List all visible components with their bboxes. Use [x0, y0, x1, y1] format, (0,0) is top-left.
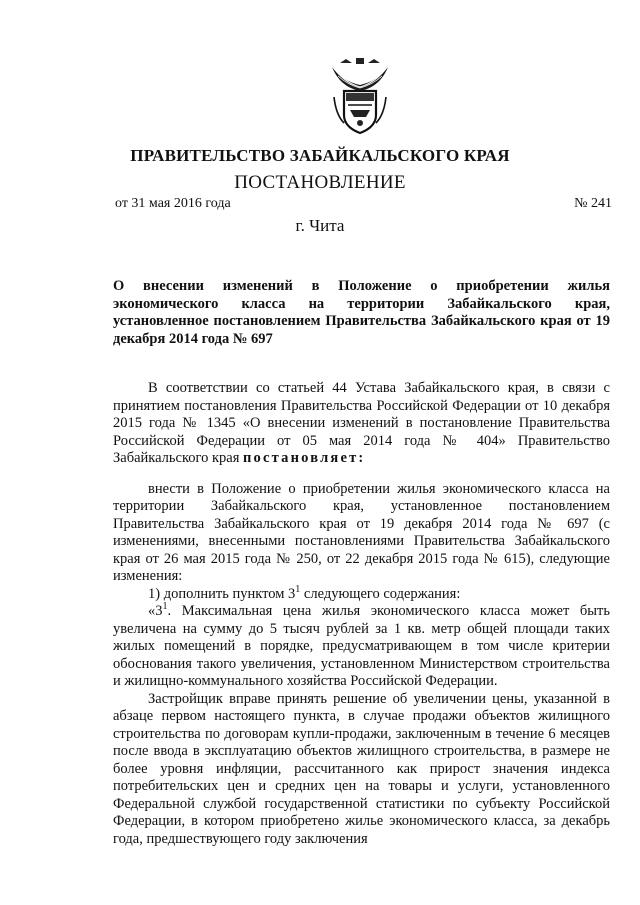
item-1-suffix: следующего содержания: — [300, 585, 461, 602]
document-city: г. Чита — [295, 216, 345, 235]
decree-word: постановляет: — [243, 450, 366, 466]
document-body — [113, 380, 610, 848]
document-subject: О внесении изменений в Положение о приобретении жилья экономического класса на территории Забайкальского края, установленное постановлением Правительства Забайкальского края от 19 декабря 2014 года № 697 — [113, 278, 610, 347]
quote-paragraph — [113, 603, 610, 691]
government-name: ПРАВИТЕЛЬСТВО ЗАБАЙКАЛЬСКОГО КРАЯ — [130, 146, 510, 165]
item-1-prefix: 1) дополнить пунктом 3 — [148, 585, 296, 602]
preamble-text: В соответствии со статьей 44 Устава Забайкальского края, в связи с принятием постановления Правительства Российской Федерации от 10 декабря 2015 года № 1345 «О внесении изменений в постановление Правительства Российской Федерации от 05 мая 2014 года № 404» Правительство Забайкальского края — [113, 380, 610, 466]
quote-text: . Максимальная цена жилья экономического класса может быть увеличена на сумму до 5 тысяч рублей за 1 кв. метр общей площади таких жилых помещений в порядке, предусматривающем в том числе критерии обоснования такого увеличения, установленном Министерством строительства и жилищно-коммунального хозяйства Российской Федерации. — [113, 603, 610, 689]
item-1-superscript: 1 — [295, 583, 301, 595]
document-type: ПОСТАНОВЛЕНИЕ — [234, 172, 406, 193]
quote-open: «3 — [148, 603, 163, 619]
coat-of-arms-icon — [326, 57, 394, 137]
item-1-paragraph — [113, 583, 610, 604]
resolution-paragraph: внести в Положение о приобретении жилья экономического класса на территории Забайкальского края, установленное постановлением Правительства Забайкальского края от 19 декабря 2014 года № 697 (с изменениями, внесенными постановлениями Правительства Забайкальского края от 26 мая 2015 года № 250, от 22 декабря 2015 года № 615), следующие изменения: — [113, 480, 610, 584]
document-number: № 241 — [574, 196, 612, 211]
quote-superscript: 1 — [162, 601, 168, 612]
document-date: от 31 мая 2016 года — [115, 196, 231, 211]
developer-paragraph: Застройщик вправе принять решение об увеличении цены, указанной в абзаце первом настоящего пункта, в случае продажи объектов жилищного строительства по договорам купли-продажи, заключенным в течение 6 месяцев после ввода в эксплуатацию объектов жилищного строительства, в размере не более уровня инфляции, рассчитанного как прирост значения индекса потребительских цен и средних цен на товары и услуги, установленного Федеральной службой государственной статистики по субъекту Российской Федерации, в котором приобретено жилье экономического класса, за декабрь года, предшествующего году заключения — [113, 690, 610, 847]
preamble-paragraph — [113, 380, 610, 468]
